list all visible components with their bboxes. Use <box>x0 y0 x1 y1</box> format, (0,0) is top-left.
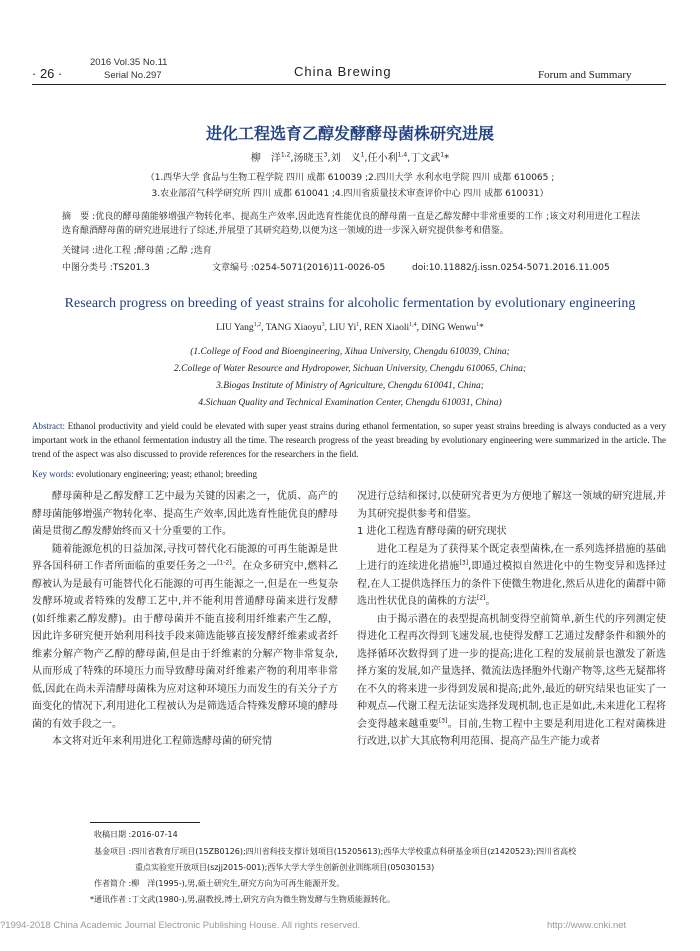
keywords-cn-label: 关键词 : <box>62 246 95 256</box>
abstract-en-text: Ethanol productivity and yield could be elevated with super yeast strains during ethanol fermentation, so super yeast strains breeding is always conducted as a very important work in the ethanol fermentation industry all the time. The research progress of the yeast breading by evolutionary engineering were summarized in the article. The trend of the aspect was also discussed to provide references for the researchers in the field. <box>32 421 666 459</box>
received-date: 收稿日期 :2016-07-14 <box>94 830 178 839</box>
keywords-en <box>32 467 257 481</box>
authors-en: LIU Yang$^{1,2}$, TANG Xiaoyu$^3$, LIU Yi$^1$, REN Xiaoli$^{1,4}$, DING Wenwu$^1$* <box>216 321 484 333</box>
title-en: Research progress on breeding of yeast strains for alcoholic fermentation by evolutionary engineering <box>64 296 636 311</box>
body-paragraph: 酵母菌种是乙醇发酵工艺中最为关键的因素之一，优质、高产的酵母菌能够增强产物转化率、提高生产效率,因此选育性能优良的酵母菌是贯彻乙醇发酵始终而又十分重要的工作。 <box>32 491 338 537</box>
affiliation-cn-1: （1.西华大学 食品与生物工程学院 四川 成都 610039 ;2.四川大学 水利水电学院 四川 成都 610065 ; <box>145 173 555 183</box>
body-paragraph: 况进行总结和探讨,以使研究者更为方便地了解这一领域的研究进展,并为其研究提供参考和借鉴。 <box>357 491 666 520</box>
doi: doi:10.11882/j.issn.0254-5071.2016.11.005 <box>412 263 610 273</box>
affiliation-en-2: 2.College of Water Resource and Hydropower, Sichuan University, Chengdu 610065, China; <box>174 364 526 374</box>
serial-number: Serial No.297 <box>104 70 162 81</box>
keywords-en-label: Key words: <box>32 469 74 479</box>
abstract-cn <box>62 210 640 238</box>
keywords-en-text: evolutionary engineering; yeast; ethanol; breeding <box>73 469 257 479</box>
article-number: 文章编号 :0254-5071(2016)11-0026-05 <box>212 263 386 273</box>
title-cn: 进化工程选育乙醇发酵酵母菌株研究进展 <box>205 124 494 143</box>
author-bio: 作者简介 :柳 洋(1995-),男,硕士研究生,研究方向为可再生能源开发。 <box>94 879 345 888</box>
keywords-cn-text: 进化工程 ;酵母菌 ;乙醇 ;选育 <box>94 246 212 256</box>
body-paragraph: 由于揭示潜在的表型提高机制变得空前简单,新生代的序列测定使得进化工程再次得到飞速发展,也使得发酵工艺通过发酵条件和额外的选择循环次数得到了进一步的提高;进化工程的发展前景也激发了新选择方案的发展,如产量选择、微流法选择胞外代谢产物等,这些无疑都将在不久的将来进一步得到发展和提高;此外,最近的研究结果也证实了一种观点—代谢工程无法证实选择发现机制,也正是如此,未来进化工程将会变得越来越重要[3]。目前,生物工程中主要是利用进化工程对菌株进行改进,以扩大其底物利用范围、提高产品生产能力或者 <box>357 613 666 747</box>
abstract-cn-label: 摘 要 : <box>62 212 96 222</box>
fund-info <box>94 844 668 859</box>
affiliation-cn-2: 3.农业部沼气科学研究所 四川 成都 610041 ;4.四川省质量技术审查评价中心 四川 成都 610031） <box>151 189 549 199</box>
keywords-cn <box>62 244 212 258</box>
section-heading: 1 进化工程选育酵母菌的研究现状 <box>357 526 507 537</box>
body-paragraph: 进化工程是为了获得某个既定表型菌株,在一系列选择措施的基础上进行的连续进化措施[3],即通过模拟自然进化中的生物变异和选择过程,在人工提供选择压力的条件下使微生物进化,然后从进化的菌群中筛选出性状优良的菌株的方法[2]。 <box>357 543 667 607</box>
footnote-rule <box>90 822 200 823</box>
authors-cn: 柳 洋$^{1,2}$,汤晓玉$^3$,刘 义$^1$,任小利$^{1,4}$,丁文武$^1$* <box>250 151 450 164</box>
body-paragraph: 本文将对近年来利用进化工程筛选酵母菌的研究情 <box>52 736 272 747</box>
abstract-en <box>32 419 666 461</box>
affiliation-en-4: 4.Sichuan Quality and Technical Examination Center, Chengdu 610031, China) <box>198 398 502 408</box>
fund-label: 基金项目 : <box>94 847 132 856</box>
affiliation-en-1: (1.College of Food and Bioengineering, Xihua University, Chengdu 610039, China; <box>190 347 510 357</box>
copyright-notice: ?1994-2018 China Academic Journal Electronic Publishing House. All rights reserved. <box>0 920 361 931</box>
cnki-link[interactable]: http://www.cnki.net <box>547 920 627 931</box>
fund-line-2: 重点实验室开放项目(szjj2015-001);西华大学大学生创新创业训练项目(05030153) <box>135 863 435 872</box>
abstract-cn-text: 优良的酵母菌能够增强产物转化率、提高生产效率,因此选育性能优良的酵母菌一直是乙醇发酵中非常重要的工作 ;该文对利用进化工程法选育酿酒酵母菌的研究进展进行了综述,并展望了其研究趋势,以便为这一领域的进一步深入研究提供参考和借鉴。 <box>62 212 640 236</box>
affiliation-en-3: 3.Biogas Institute of Ministry of Agriculture, Chengdu 610041, China; <box>216 381 484 391</box>
clc-number: 中图分类号 :TS201.3 <box>62 263 150 273</box>
corresponding-author: *通讯作者 :丁文武(1980-),男,副教授,博士,研究方向为微生物发酵与生物质能源转化。 <box>90 895 395 904</box>
header-rule <box>32 84 666 85</box>
abstract-en-label: Abstract: <box>32 421 65 431</box>
body-left-column <box>32 488 338 751</box>
page-number: · 26 · <box>32 66 63 81</box>
volume-info: 2016 Vol.35 No.11 <box>90 57 168 68</box>
body-right-column <box>357 488 666 751</box>
section-name: Forum and Summary <box>538 69 632 81</box>
fund-line-1: 四川省教育厅项目(15ZB0126);四川省科技支撑计划项目(15205613);西华大学校重点科研基金项目(z1420523);四川省高校 <box>131 847 577 856</box>
body-paragraph: 随着能源危机的日益加深,寻找可替代化石能源的可再生能源是世界各国科研工作者所面临的重要任务之一[1-2]。在众多研究中,燃料乙醇被认为是最有可能替代化石能源的可再生能源之一,但是在一些复杂发酵环境或者特殊的发酵工艺中,并不能利用普通酵母菌来进行发酵(如纤维素乙醇发酵)。由于酵母菌并不能直接利用纤维素产生乙醇，因此许多研究便开始利用科技手段来筛选能够直接发酵纤维素或者纤维素分解产物产乙醇的酵母菌,但是由于纤维素的分解产物非常复杂,从而形成了特殊的环境压力而导致酵母菌对纤维素产物的利用率非常低,因此在尚未弄清酵母菌株为应对这种环境压力而发生的有关分子方面变化的情况下,利用进化工程被认为是筛选适合特殊发酵环境的酵母菌的有效手段之一。 <box>32 543 338 730</box>
journal-name: China Brewing <box>294 64 392 79</box>
